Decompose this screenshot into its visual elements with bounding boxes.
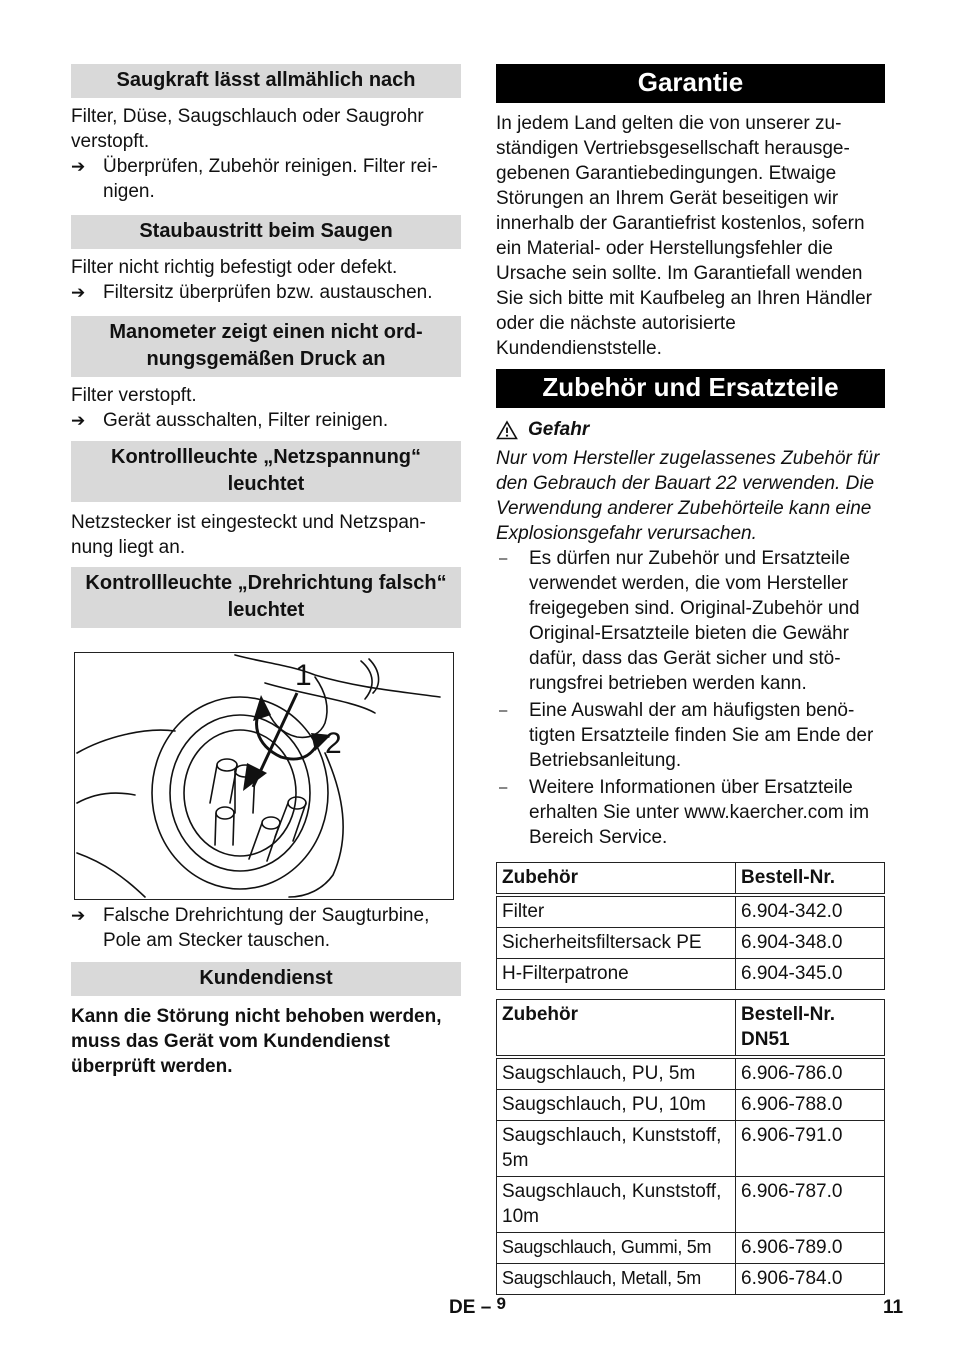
dash-bullet: – bbox=[499, 550, 508, 567]
action-text: Falsche Drehrichtung der Saugturbine, Pole am Stecker tauschen. bbox=[103, 905, 430, 951]
cause-text: Filter, Düse, Saugschlauch oder Saugrohr verstopft. bbox=[71, 106, 424, 152]
accessories-table bbox=[496, 862, 885, 990]
list-item-text: Eine Auswahl der am häufigsten benötigten Ersatzteile finden Sie am Ende der Betriebsanleitung. bbox=[529, 700, 874, 771]
arrow-right-icon: ➔ bbox=[71, 906, 86, 925]
table-cell: Sicherheitsfiltersack PE bbox=[497, 928, 736, 959]
table-cell: Saugschlauch, PU, 10m bbox=[497, 1090, 736, 1121]
zubehoer-heading: Zubehör und Ersatzteile bbox=[496, 369, 885, 408]
cause-text: Filter nicht richtig befestigt oder defekt. bbox=[71, 257, 398, 278]
arrow-right-icon: ➔ bbox=[71, 411, 86, 430]
dash-bullet: – bbox=[499, 702, 508, 719]
cause-text: Netzstecker ist eingesteckt und Netzspannung liegt an. bbox=[71, 512, 426, 558]
table-row bbox=[497, 1121, 885, 1177]
table-row bbox=[497, 1264, 885, 1295]
list-item-text: Es dürfen nur Zubehör und Ersatzteile verwendet werden, die vom Hersteller freigegeben sind. Original-Zubehör und Original-Ersatzteile bieten die Gewähr dafür, dass das Gerät sicher und störungsfrei betrieben werden kann. bbox=[529, 548, 860, 694]
table-cell: 6.906-789.0 bbox=[736, 1233, 885, 1264]
right-column bbox=[496, 64, 885, 1295]
table-cell: Saugschlauch, Metall, 5m bbox=[497, 1264, 736, 1295]
page-footer-left bbox=[449, 1294, 507, 1319]
list-item-text: Weitere Informationen über Ersatzteile erhalten Sie unter www.kaercher.com im Bereich Service. bbox=[529, 777, 870, 848]
table-cell: Saugschlauch, Kunststoff, 10m bbox=[497, 1177, 736, 1233]
table-cell: H-Filterpatrone bbox=[497, 959, 736, 990]
table-cell: 6.904-348.0 bbox=[736, 928, 885, 959]
section-heading: Kundendienst bbox=[71, 962, 461, 996]
section-heading: Kontrollleuchte „Drehrichtung falsch“ leuchtet bbox=[71, 567, 461, 628]
figure-label-2: 2 bbox=[325, 727, 342, 760]
dash-bullet: – bbox=[499, 779, 508, 796]
plug-illustration bbox=[74, 652, 454, 900]
cause-text: Filter verstopft. bbox=[71, 385, 197, 406]
warning-heading bbox=[496, 417, 885, 443]
table-cell: Saugschlauch, Gummi, 5m bbox=[497, 1233, 736, 1264]
action-text: Gerät ausschalten, Filter reinigen. bbox=[103, 410, 389, 431]
section-page-number: 9 bbox=[496, 1294, 507, 1313]
footer-dash: – bbox=[480, 1297, 492, 1318]
table-cell: 6.906-784.0 bbox=[736, 1264, 885, 1295]
action-item bbox=[71, 280, 461, 305]
list-item bbox=[496, 698, 885, 773]
table-cell: 6.904-342.0 bbox=[736, 895, 885, 928]
warning-label: Gefahr bbox=[528, 419, 590, 440]
plug-rotation-drawing bbox=[75, 653, 452, 898]
section-heading: Staubaustritt beim Saugen bbox=[71, 215, 461, 249]
list-item bbox=[496, 775, 885, 850]
garantie-text: In jedem Land gelten die von unserer zuständigen Vertriebsgesellschaft herausgegebenen Garantiebedingungen. Etwaige Störungen an Ihrem Gerät beseitigen wir innerhalb der Garantiefrist kostenlos, sofern ein Material- oder Herstellungsfehler die Ursache sein sollte. Im Garantiefall wenden Sie sich bitte mit Kaufbeleg an Ihren Händler oder die nächste autorisierte Kundendienststelle. bbox=[496, 113, 872, 359]
figure-label-1: 1 bbox=[295, 659, 312, 692]
arrow-right-icon: ➔ bbox=[71, 283, 86, 302]
table-cell: Saugschlauch, PU, 5m bbox=[497, 1057, 736, 1090]
table-header-row bbox=[497, 1000, 885, 1058]
list-item bbox=[496, 546, 885, 696]
page-number: 11 bbox=[883, 1297, 904, 1318]
table-row bbox=[497, 1090, 885, 1121]
section-heading: Saugkraft lässt allmählich nach bbox=[71, 64, 461, 98]
service-note: Kann die Störung nicht behoben werden, muss das Gerät vom Kundendienst überprüft werden. bbox=[71, 1006, 442, 1077]
table-cell: 6.906-788.0 bbox=[736, 1090, 885, 1121]
warning-text: Nur vom Hersteller zugelassenes Zubehör für den Gebrauch der Bauart 22 verwenden. Die Verwendung anderer Zubehörteile kann eine Explosionsgefahr verursachen. bbox=[496, 448, 880, 544]
action-item bbox=[71, 408, 461, 433]
table-row bbox=[497, 959, 885, 990]
table-header-cell: Bestell-Nr. bbox=[736, 863, 885, 896]
table-row bbox=[497, 1057, 885, 1090]
hose-table bbox=[496, 999, 885, 1295]
language-code: DE bbox=[449, 1297, 476, 1318]
table-cell: 6.906-791.0 bbox=[736, 1121, 885, 1177]
table-header-cell: Zubehör bbox=[497, 863, 736, 896]
table-cell: 6.906-787.0 bbox=[736, 1177, 885, 1233]
table-cell: 6.904-345.0 bbox=[736, 959, 885, 990]
garantie-heading: Garantie bbox=[496, 64, 885, 103]
section-heading: Kontrollleuchte „Netzspannung“ leuchtet bbox=[71, 441, 461, 502]
left-column bbox=[71, 64, 461, 1079]
table-cell: Filter bbox=[497, 895, 736, 928]
table-cell: 6.906-786.0 bbox=[736, 1057, 885, 1090]
table-row bbox=[497, 895, 885, 928]
table-row bbox=[497, 1233, 885, 1264]
table-header-cell: Zubehör bbox=[497, 1000, 736, 1058]
action-text: Überprüfen, Zubehör reinigen. Filter reinigen. bbox=[103, 156, 438, 202]
table-cell: Saugschlauch, Kunststoff, 5m bbox=[497, 1121, 736, 1177]
section-heading: Manometer zeigt einen nicht ordnungsgemäßen Druck an bbox=[71, 316, 461, 377]
warning-triangle-icon bbox=[496, 420, 518, 440]
arrow-right-icon: ➔ bbox=[71, 157, 86, 176]
table-header-cell: Bestell-Nr. DN51 bbox=[736, 1000, 885, 1058]
table-row bbox=[497, 1177, 885, 1233]
action-item bbox=[71, 154, 461, 204]
table-header-row bbox=[497, 863, 885, 896]
table-row bbox=[497, 928, 885, 959]
action-text: Filtersitz überprüfen bzw. austauschen. bbox=[103, 282, 433, 303]
action-item bbox=[71, 903, 461, 953]
